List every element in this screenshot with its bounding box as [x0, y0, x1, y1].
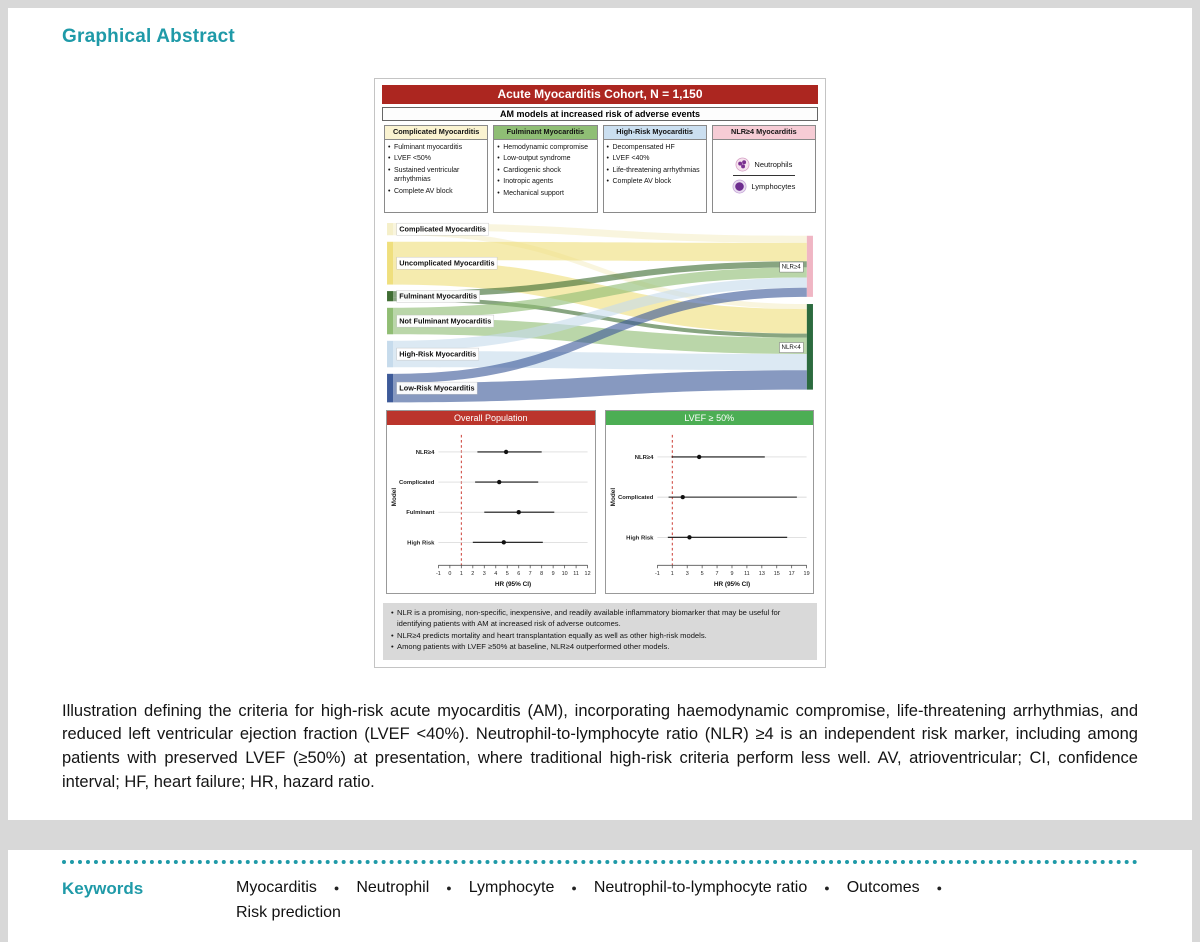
figure-key-points [383, 603, 817, 660]
keyword-separator: ● [936, 882, 943, 893]
sankey-right-label-nlr_ge4: NLR≥4 [781, 263, 801, 271]
criteria-item: • Life-threatening arrhythmias [606, 166, 704, 175]
criteria-box-title: NLR≥4 Myocarditis [713, 126, 815, 140]
sankey-chart [386, 222, 814, 403]
figure-subtitle-bar: AM models at increased risk of adverse events [382, 107, 818, 121]
forest-row [386, 410, 814, 594]
forest-panel [386, 410, 596, 594]
forest-panel [605, 410, 815, 594]
circle-element [743, 161, 747, 165]
forest-x-tick-label: 4 [494, 571, 498, 578]
forest-row-label: High Risk [625, 535, 653, 542]
criteria-box-body [494, 140, 596, 212]
forest-x-tick-label: 8 [540, 571, 544, 578]
sankey-left-label-fulminant: Fulminant Myocarditis [399, 291, 478, 301]
criteria-item: • Fulminant myocarditis [387, 143, 485, 152]
forest-xlabel: HR (95% CI) [713, 581, 750, 589]
keywords-list [236, 879, 1056, 922]
criteria-box-body [604, 140, 706, 212]
forest-x-tick-label: 9 [729, 571, 733, 578]
criteria-item-list [606, 143, 704, 187]
forest-ylabel: Model [609, 488, 617, 507]
forest-point-estimate [517, 510, 521, 514]
forest-point-estimate [680, 495, 684, 499]
keyword-separator: ● [824, 882, 830, 893]
forest-x-tick-label: 13 [758, 571, 765, 578]
sankey-node-low_risk [387, 374, 393, 403]
figure-caption: Illustration defining the criteria for high-risk acute myocarditis (AM), incorporating haemodynamic compromise, life-threatening arrhythmias, and reduced left ventricular ejection fraction (LVEF <40%). Neutrophil-to-lymphocyte ratio (NLR) ≥4 is an independent risk marker, including among patients with preserved LVEF (≥50%) at presentation, where traditional high-risk criteria perform less well. AV, atrioventricular; CI, confidence interval; HF, heart failure; HR, hazard ratio. [62, 701, 1138, 791]
forest-point-estimate [502, 541, 506, 545]
sankey-node-high_risk [387, 341, 393, 367]
lymphocyte-cell-icon [732, 179, 747, 194]
sankey-node-complicated [387, 223, 393, 235]
forest-row-label: Complicated [617, 495, 653, 502]
forest-x-tick-label: 6 [517, 571, 521, 578]
criteria-item: • LVEF <50% [387, 154, 485, 163]
forest-x-tick-label: 1 [459, 571, 463, 578]
criteria-box-title: High-Risk Myocarditis [604, 126, 706, 140]
sankey-left-label-not_fulminant: Not Fulminant Myocarditis [399, 316, 492, 326]
circle-element [742, 165, 746, 169]
forest-ylabel: Model [390, 488, 398, 507]
criteria-item: • Cardiogenic shock [496, 166, 594, 175]
forest-svg [606, 425, 814, 593]
forest-x-tick-label: 2 [471, 571, 475, 578]
criteria-item: • Inotropic agents [496, 177, 594, 186]
neutrophils-label: Neutrophils [754, 160, 793, 170]
criteria-row [384, 125, 816, 213]
criteria-box [603, 125, 707, 213]
forest-x-tick-label: 17 [788, 571, 795, 578]
forest-x-tick-label: 11 [573, 571, 579, 578]
criteria-item: • Complete AV block [387, 187, 485, 196]
sankey-right-label-nlr_lt4: NLR<4 [781, 344, 801, 352]
criteria-box [712, 125, 816, 213]
circle-element [739, 162, 743, 166]
neutrophil-cell-icon [735, 157, 750, 172]
sankey-left-label-high_risk: High-Risk Myocarditis [399, 349, 477, 359]
forest-xlabel: HR (95% CI) [494, 581, 532, 589]
graphical-abstract-figure [374, 78, 826, 668]
sankey-left-label-uncomplicated: Uncomplicated Myocarditis [399, 258, 495, 268]
keyword: Neutrophil [356, 879, 430, 897]
forest-x-tick-label: -1 [435, 571, 441, 578]
keyword: Myocarditis [236, 879, 317, 897]
forest-x-tick-label: 3 [685, 571, 689, 578]
forest-point-estimate [687, 536, 691, 540]
forest-row-label: Complicated [398, 480, 435, 487]
criteria-item: • LVEF <40% [606, 154, 704, 163]
keyword: Neutrophil-to-lymphocyte ratio [593, 879, 808, 897]
forest-point-estimate [504, 450, 508, 454]
criteria-item: • Sustained ventricular arrhythmias [387, 166, 485, 185]
sankey-node-nlr_ge4 [807, 236, 813, 297]
keywords-section [8, 850, 1192, 942]
criteria-item: • Low-output syndrome [496, 154, 594, 163]
forest-x-tick-label: 9 [551, 571, 555, 578]
keyword-separator: ● [333, 882, 340, 893]
forest-x-tick-label: 3 [482, 571, 486, 578]
forest-title: LVEF ≥ 50% [606, 411, 814, 425]
keyword: Outcomes [846, 879, 920, 897]
forest-x-tick-label: 1 [670, 571, 674, 578]
lymphocytes-label: Lymphocytes [751, 182, 796, 192]
forest-x-tick-label: 5 [700, 571, 704, 578]
keyword-separator: ● [446, 882, 452, 893]
criteria-item: • Decompensated HF [606, 143, 704, 152]
criteria-box-title: Fulminant Myocarditis [494, 126, 596, 140]
section-title: Graphical Abstract [62, 26, 235, 47]
forest-x-tick-label: 7 [715, 571, 719, 578]
criteria-box [384, 125, 488, 213]
sankey-left-label-complicated: Complicated Myocarditis [399, 224, 487, 234]
forest-x-tick-label: -1 [654, 571, 660, 578]
key-point: • NLR is a promising, non-specific, inexpensive, and readily available inflammatory biomarker that may be useful for identifying patients with AM at increased risk of adverse outcomes. [390, 608, 810, 629]
criteria-box-title: Complicated Myocarditis [385, 126, 487, 140]
forest-x-tick-label: 5 [505, 571, 509, 578]
criteria-box-body [385, 140, 487, 212]
keywords-row [62, 879, 1138, 922]
criteria-item-list [496, 143, 594, 198]
forest-title: Overall Population [387, 411, 595, 425]
keyword: Lymphocyte [468, 879, 555, 897]
forest-row-label: NLR≥4 [415, 450, 435, 457]
forest-x-tick-label: 12 [584, 571, 591, 578]
circle-element [736, 183, 745, 192]
neutrophils-row [735, 157, 792, 172]
sankey-node-not_fulminant [387, 308, 393, 334]
forest-x-tick-label: 15 [773, 571, 780, 578]
criteria-box-body [713, 140, 815, 212]
sankey-node-nlr_lt4 [807, 304, 813, 390]
forest-row-label: Fulminant [406, 510, 435, 517]
forest-row-label: High Risk [407, 540, 435, 547]
sankey-node-fulminant [387, 291, 393, 301]
criteria-item: • Complete AV block [606, 177, 704, 186]
criteria-box [493, 125, 597, 213]
sankey-left-label-low_risk: Low-Risk Myocarditis [399, 383, 475, 393]
criteria-item: • Mechanical support [496, 189, 594, 198]
keyword-separator: ● [571, 882, 577, 893]
journal-page [8, 8, 1192, 942]
key-point: • Among patients with LVEF ≥50% at baseline, NLR≥4 outperformed other models. [390, 642, 810, 653]
forest-x-tick-label: 10 [561, 571, 568, 578]
sankey-svg [386, 222, 814, 403]
criteria-item: • Hemodynamic compromise [496, 143, 594, 152]
key-point: • NLR≥4 predicts mortality and heart transplantation equally as well as other high-risk models. [390, 631, 810, 642]
forest-x-tick-label: 7 [528, 571, 532, 578]
forest-x-tick-label: 11 [743, 571, 750, 578]
forest-point-estimate [696, 455, 700, 459]
forest-row-label: NLR≥4 [634, 455, 653, 462]
lymphocytes-row [732, 179, 795, 194]
forest-x-tick-label: 19 [803, 571, 810, 578]
key-points-list [390, 608, 810, 653]
dotted-separator [62, 860, 1138, 864]
keywords-label: Keywords [62, 879, 144, 899]
graphical-abstract-section [8, 8, 1192, 820]
forest-svg [387, 425, 595, 593]
forest-point-estimate [497, 480, 501, 484]
criteria-item-list [387, 143, 485, 196]
sankey-node-uncomplicated [387, 242, 393, 285]
ratio-divider [733, 175, 795, 176]
forest-x-tick-label: 0 [448, 571, 452, 578]
keyword: Risk prediction [236, 904, 341, 922]
figure-title-bar: Acute Myocarditis Cohort, N = 1,150 [382, 85, 818, 104]
